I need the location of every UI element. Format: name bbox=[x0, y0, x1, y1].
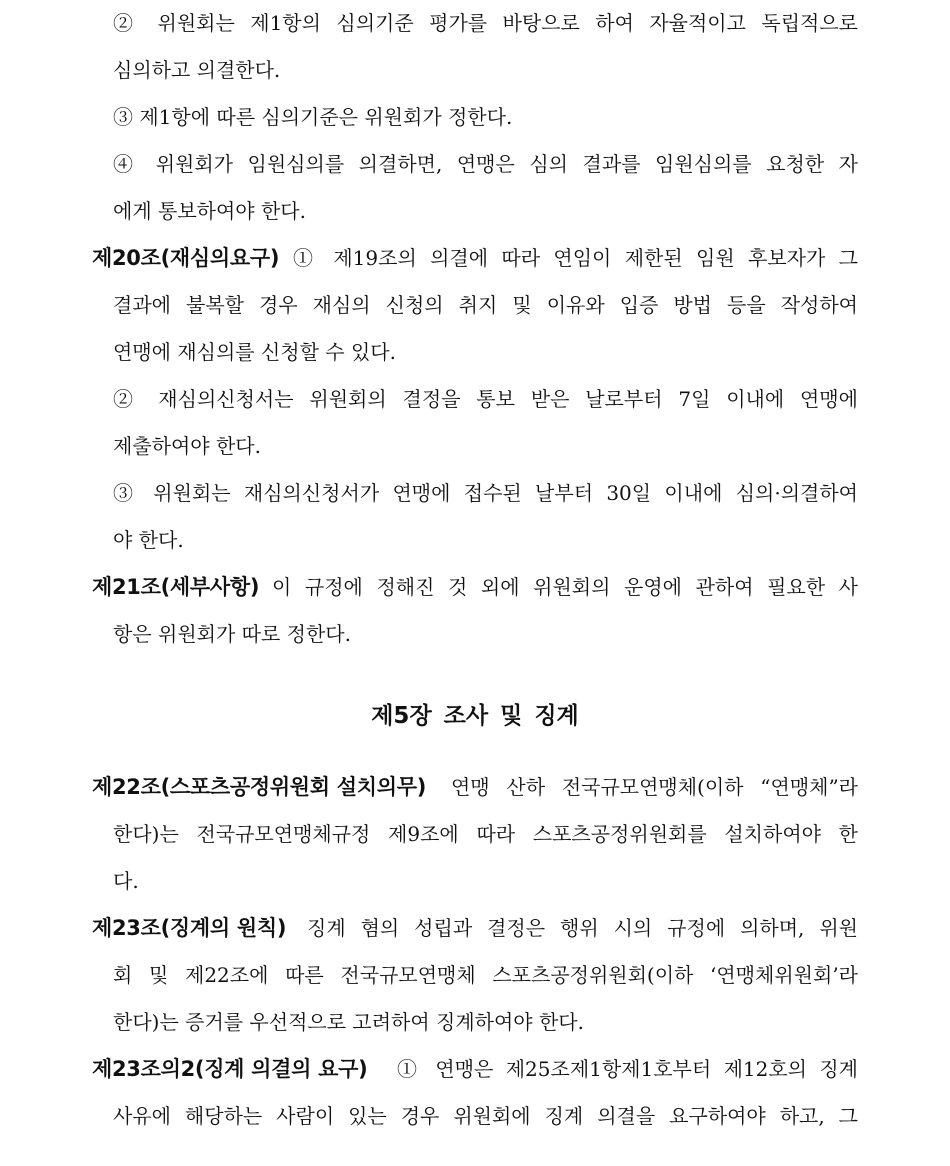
article-22-line-3 bbox=[0, 861, 950, 901]
article-23-2-line-2 bbox=[0, 1096, 950, 1136]
article-20-para-3-line-2 bbox=[0, 520, 950, 560]
article-20-line-2 bbox=[0, 285, 950, 325]
text-line: 항은 위원회가 따로 정한다. bbox=[113, 622, 351, 646]
article-heading: 제21조(세부사항) bbox=[92, 575, 260, 599]
article-22-line-1 bbox=[0, 767, 950, 807]
article-19-para-4-line-2 bbox=[0, 191, 950, 231]
text-line: 이 규정에 정해진 것 외에 위원회의 운영에 관하여 필요한 사 bbox=[272, 575, 858, 599]
article-heading: 제20조(재심의요구) bbox=[92, 246, 280, 270]
text-line: 에게 통보하여야 한다. bbox=[113, 199, 306, 223]
text-line: 사유에 해당하는 사람이 있는 경우 위원회에 징계 의결을 요구하여야 하고, 그 bbox=[113, 1104, 858, 1128]
text-line: ① 제19조의 의결에 따라 연임이 제한된 임원 후보자가 그 bbox=[293, 246, 858, 270]
article-heading: 제23조의2(징계 의결의 요구) bbox=[92, 1057, 368, 1081]
article-19-para-2-line-1 bbox=[0, 3, 950, 43]
chapter-title: 제5장 조사 및 징계 bbox=[371, 703, 579, 729]
article-19-para-4-line-1 bbox=[0, 144, 950, 184]
article-21-line-2 bbox=[0, 614, 950, 654]
text-line: 다. bbox=[113, 869, 139, 893]
article-23-line-1 bbox=[0, 908, 950, 948]
article-23-line-2 bbox=[0, 955, 950, 995]
text-line: 한다)는 전국규모연맹체규정 제9조에 따라 스포츠공정위원회를 설치하여야 한 bbox=[113, 822, 858, 846]
article-23-line-3 bbox=[0, 1002, 950, 1042]
text-line: ② 위원회는 제1항의 심의기준 평가를 바탕으로 하여 자율적이고 독립적으로 bbox=[113, 11, 858, 35]
text-line: 심의하고 의결한다. bbox=[113, 58, 281, 82]
article-20-line-3 bbox=[0, 332, 950, 372]
article-20-para-2-line-1 bbox=[0, 379, 950, 419]
article-20-para-3-line-1 bbox=[0, 473, 950, 513]
text-line: 한다)는 증거를 우선적으로 고려하여 징계하여야 한다. bbox=[113, 1010, 584, 1034]
article-heading: 제22조(스포츠공정위원회 설치의무) bbox=[92, 775, 427, 799]
article-21-line-1 bbox=[0, 567, 950, 607]
article-23-2-line-1 bbox=[0, 1049, 950, 1089]
text-line: 야 한다. bbox=[113, 528, 184, 552]
article-20-line-1 bbox=[0, 238, 950, 278]
text-line: ③ 제1항에 따른 심의기준은 위원회가 정한다. bbox=[113, 105, 513, 129]
article-heading: 제23조(징계의 원칙) bbox=[92, 916, 287, 940]
text-line: ③ 위원회는 재심의신청서가 연맹에 접수된 날부터 30일 이내에 심의·의결하여 bbox=[113, 481, 858, 505]
article-19-para-2-line-2 bbox=[0, 50, 950, 90]
text-line: 연맹 산하 전국규모연맹체(이하 “연맹체”라 bbox=[451, 775, 858, 799]
article-20-para-2-line-2 bbox=[0, 426, 950, 466]
article-22-line-2 bbox=[0, 814, 950, 854]
text-line: 결과에 불복할 경우 재심의 신청의 취지 및 이유와 입증 방법 등을 작성하여 bbox=[113, 293, 858, 317]
article-19-para-3 bbox=[0, 97, 950, 137]
text-line: 징계 혐의 성립과 결정은 행위 시의 규정에 의하며, 위원 bbox=[307, 916, 858, 940]
text-line: 연맹에 재심의를 신청할 수 있다. bbox=[113, 340, 396, 364]
text-line: ② 재심의신청서는 위원회의 결정을 통보 받은 날로부터 7일 이내에 연맹에 bbox=[113, 387, 858, 411]
text-line: ① 연맹은 제25조제1항제1호부터 제12호의 징계 bbox=[397, 1057, 858, 1081]
text-line: ④ 위원회가 임원심의를 의결하면, 연맹은 심의 결과를 임원심의를 요청한 자 bbox=[113, 152, 858, 176]
text-line: 제출하여야 한다. bbox=[113, 434, 261, 458]
text-line: 회 및 제22조에 따른 전국규모연맹체 스포츠공정위원회(이하 ‘연맹체위원회’라 bbox=[113, 963, 858, 987]
